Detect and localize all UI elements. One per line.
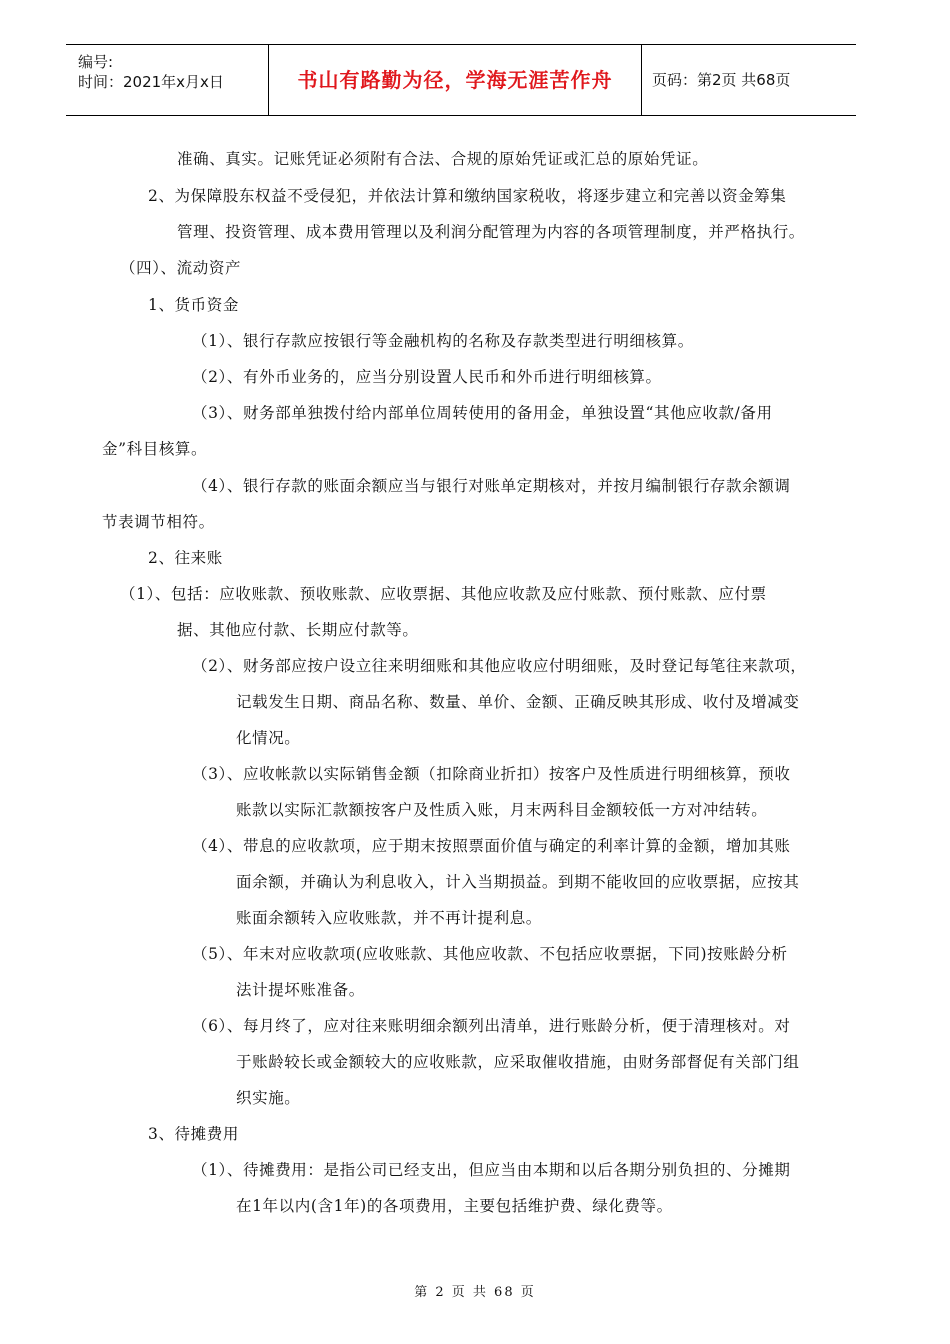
body-line: 准确、真实。记账凭证必须附有合法、合规的原始凭证或汇总的原始凭证。 xyxy=(177,150,709,168)
body-line: 账面余额转入应收账款，并不再计提利息。 xyxy=(236,909,542,927)
header-page-label: 页码：第2页 共68页 xyxy=(652,71,791,89)
subsection-heading: 3、待摊费用 xyxy=(148,1125,239,1143)
body-line: 2、为保障股东权益不受侵犯，并依法计算和缴纳国家税收，将逐步建立和完善以资金筹集 xyxy=(148,187,787,205)
page-footer: 第 2 页 共 68 页 xyxy=(414,1285,536,1300)
body-line: 管理、投资管理、成本费用管理以及利润分配管理为内容的各项管理制度，并严格执行。 xyxy=(177,223,805,241)
body-line: （1）、待摊费用：是指公司已经支出，但应当由本期和以后各期分别负担的、分摊期 xyxy=(192,1161,791,1179)
body-line: 据、其他应付款、长期应付款等。 xyxy=(177,621,419,639)
body-line: （2）、有外币业务的，应当分别设置人民币和外币进行明细核算。 xyxy=(192,368,662,386)
body-line: 在1年以内(含1年)的各项费用，主要包括维护费、绿化费等。 xyxy=(236,1197,673,1215)
body-line: （3）、应收帐款以实际销售金额（扣除商业折扣）按客户及性质进行明细核算，预收 xyxy=(192,765,791,783)
body-line: （4）、带息的应收款项，应于期末按照票面价值与确定的利率计算的金额，增加其账 xyxy=(192,837,791,855)
body-line: 于账龄较长或金额较大的应收账款，应采取催收措施，由财务部督促有关部门组 xyxy=(236,1053,800,1071)
body-line: 金”科目核算。 xyxy=(102,440,208,458)
body-line: 法计提坏账准备。 xyxy=(236,981,365,999)
subsection-heading: 2、往来账 xyxy=(148,549,223,567)
body-line: 账款以实际汇款额按客户及性质入账，月末两科目金额较低一方对冲结转。 xyxy=(236,801,768,819)
body-line: 节表调节相符。 xyxy=(102,513,215,531)
body-line: （3）、财务部单独拨付给内部单位周转使用的备用金，单独设置“其他应收款/备用 xyxy=(192,404,773,422)
body-line: 化情况。 xyxy=(236,729,301,747)
number-label: 编号: xyxy=(78,53,114,71)
subsection-heading: 1、货币资金 xyxy=(148,296,239,314)
header-meta xyxy=(66,45,269,115)
section-heading: （四）、流动资产 xyxy=(120,259,242,277)
body-line: （4）、银行存款的账面余额应当与银行对账单定期核对，并按月编制银行存款余额调 xyxy=(192,477,791,495)
body-line: （6）、每月终了，应对往来账明细余额列出清单，进行账龄分析，便于清理核对。对 xyxy=(192,1017,791,1035)
body-line: （1）、包括：应收账款、预收账款、应收票据、其他应收款及应付账款、预付账款、应付票 xyxy=(120,585,767,603)
header-motto: 书山有路勤为径，学海无涯苦作舟 xyxy=(269,45,642,115)
body-line: （5）、年末对应收款项(应收账款、其他应收款、不包括应收票据，下同)按账龄分析 xyxy=(192,945,788,963)
body-line: 织实施。 xyxy=(236,1089,301,1107)
time-label: 时间：2021年x月x日 xyxy=(78,73,224,91)
body-line: 面余额，并确认为利息收入，计入当期损益。到期不能收回的应收票据，应按其 xyxy=(236,873,800,891)
body-line: （2）、财务部应按户设立往来明细账和其他应收应付明细账，及时登记每笔往来款项， xyxy=(192,657,807,675)
body-line: 记载发生日期、商品名称、数量、单价、金额、正确反映其形成、收付及增减变 xyxy=(236,693,800,711)
page-header xyxy=(66,44,856,116)
body-line: （1）、银行存款应按银行等金融机构的名称及存款类型进行明细核算。 xyxy=(192,332,694,350)
